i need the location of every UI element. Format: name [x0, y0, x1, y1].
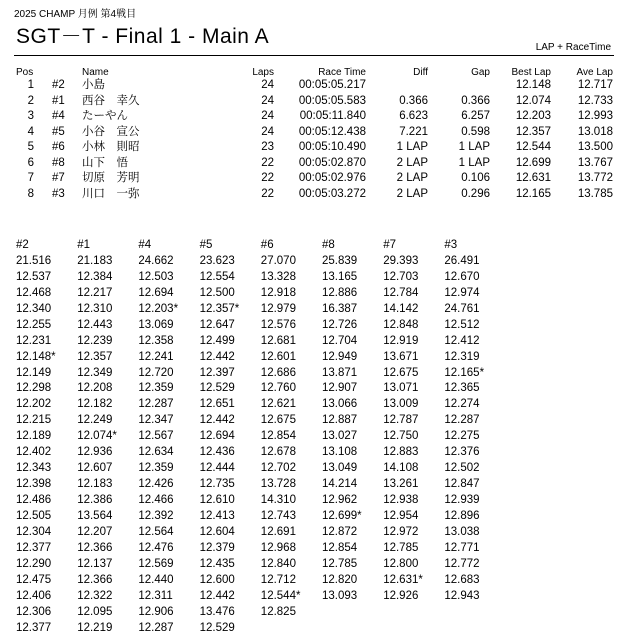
result-race-time: 00:05:05.583 [282, 95, 366, 108]
lap-time: 12.974 [444, 286, 502, 302]
lap-column [383, 238, 441, 605]
lap-time: 12.366 [77, 573, 135, 589]
result-best-lap: 12.203 [500, 110, 551, 123]
lap-time: 12.576 [261, 318, 319, 334]
lap-time: 13.108 [322, 445, 380, 461]
col-header-pos: Pos [16, 66, 33, 79]
lap-column-header: #2 [16, 238, 74, 254]
lap-time: 12.376 [444, 445, 502, 461]
lap-time: 12.691 [261, 525, 319, 541]
result-ave-lap: 12.717 [560, 79, 613, 92]
lap-time: 25.839 [322, 254, 380, 270]
lap-time: 12.442 [200, 589, 258, 605]
lap-time: 12.340 [16, 302, 74, 318]
lap-column [444, 238, 502, 605]
lap-time: 12.787 [383, 413, 441, 429]
lap-time: 12.366 [77, 541, 135, 557]
lap-time: 12.686 [261, 366, 319, 382]
lap-time: 12.886 [322, 286, 380, 302]
lap-time: 12.675 [383, 366, 441, 382]
result-pos: 1 [20, 79, 34, 92]
lap-column-header: #4 [138, 238, 196, 254]
lap-time: 13.093 [322, 589, 380, 605]
lap-time: 12.785 [322, 557, 380, 573]
lap-time: 12.287 [138, 621, 196, 636]
lap-time: 12.601 [261, 350, 319, 366]
table-row [0, 95, 628, 108]
lap-time: 12.440 [138, 573, 196, 589]
lap-time: 12.207 [77, 525, 135, 541]
lap-time: 12.304 [16, 525, 74, 541]
lap-time: 12.359 [138, 461, 196, 477]
col-header-name: Name [82, 66, 109, 79]
lap-time: 12.444 [200, 461, 258, 477]
result-car-number: #6 [52, 141, 65, 154]
lap-time: 12.726 [322, 318, 380, 334]
lap-time: 12.939 [444, 493, 502, 509]
result-race-time: 00:05:10.490 [282, 141, 366, 154]
lap-time: 12.443 [77, 318, 135, 334]
lap-time: 12.529 [200, 621, 258, 636]
lap-time: 12.750 [383, 429, 441, 445]
lap-time: 12.703 [383, 270, 441, 286]
lap-time: 12.476 [138, 541, 196, 557]
result-laps: 24 [232, 95, 274, 108]
lap-time: 12.384 [77, 270, 135, 286]
lap-time: 21.183 [77, 254, 135, 270]
lap-time: 12.979 [261, 302, 319, 318]
lap-time: 12.149 [16, 366, 74, 382]
result-gap: 0.366 [440, 95, 490, 108]
result-diff: 2 LAP [380, 157, 428, 170]
lap-time: 12.600 [200, 573, 258, 589]
lap-time: 12.681 [261, 334, 319, 350]
lap-time: 12.694 [200, 429, 258, 445]
lap-time: 21.516 [16, 254, 74, 270]
result-race-time: 00:05:03.272 [282, 188, 366, 201]
lap-time: 13.009 [383, 397, 441, 413]
result-diff: 1 LAP [380, 141, 428, 154]
result-gap: 0.106 [440, 172, 490, 185]
lap-time: 14.214 [322, 477, 380, 493]
result-gap: 0.598 [440, 126, 490, 139]
lap-time: 12.760 [261, 381, 319, 397]
lap-time: 12.475 [16, 573, 74, 589]
result-pos: 6 [20, 157, 34, 170]
result-race-time: 00:05:12.438 [282, 126, 366, 139]
lap-time: 14.142 [383, 302, 441, 318]
lap-time: 12.621 [261, 397, 319, 413]
lap-time: 12.840 [261, 557, 319, 573]
lap-time: 12.442 [200, 350, 258, 366]
result-race-time: 00:05:05.217 [282, 79, 366, 92]
lap-time: 12.357* [200, 302, 258, 318]
result-diff: 6.623 [380, 110, 428, 123]
result-car-number: #8 [52, 157, 65, 170]
result-gap: 1 LAP [440, 157, 490, 170]
lap-time: 27.070 [261, 254, 319, 270]
lap-time: 12.392 [138, 509, 196, 525]
lap-time: 13.476 [200, 605, 258, 621]
result-laps: 24 [232, 110, 274, 123]
lap-time: 12.825 [261, 605, 319, 621]
lap-column [200, 238, 258, 636]
lap-time: 12.943 [444, 589, 502, 605]
lap-time: 12.926 [383, 589, 441, 605]
result-car-number: #5 [52, 126, 65, 139]
lap-time: 12.883 [383, 445, 441, 461]
result-car-number: #1 [52, 95, 65, 108]
result-best-lap: 12.165 [500, 188, 551, 201]
lap-time: 12.377 [16, 621, 74, 636]
lap-time: 13.728 [261, 477, 319, 493]
lap-time: 12.386 [77, 493, 135, 509]
timing-mode-label: LAP + RaceTime [536, 42, 611, 54]
lap-time: 12.137 [77, 557, 135, 573]
result-diff: 0.366 [380, 95, 428, 108]
results-header-row [0, 66, 628, 79]
lap-time: 13.069 [138, 318, 196, 334]
lap-column-header: #5 [200, 238, 258, 254]
lap-time: 13.328 [261, 270, 319, 286]
col-header-ave-lap: Ave Lap [560, 66, 613, 79]
col-header-race-time: Race Time [290, 66, 366, 79]
result-gap: 6.257 [440, 110, 490, 123]
lap-time: 12.784 [383, 286, 441, 302]
lap-time: 12.694 [138, 286, 196, 302]
lap-time: 12.887 [322, 413, 380, 429]
lap-time: 12.968 [261, 541, 319, 557]
table-row [0, 141, 628, 154]
lap-time: 14.108 [383, 461, 441, 477]
lap-time: 12.847 [444, 477, 502, 493]
lap-time: 13.261 [383, 477, 441, 493]
lap-time: 12.631* [383, 573, 441, 589]
lap-time: 12.607 [77, 461, 135, 477]
event-subtitle: 2025 CHAMP 月例 第4戦目 [14, 9, 136, 21]
result-diff: 7.221 [380, 126, 428, 139]
lap-time: 13.027 [322, 429, 380, 445]
lap-time: 12.529 [200, 381, 258, 397]
result-driver-name: 山下 悟 [82, 157, 128, 170]
lap-time: 12.500 [200, 286, 258, 302]
lap-time: 12.896 [444, 509, 502, 525]
lap-time: 12.468 [16, 286, 74, 302]
result-ave-lap: 12.993 [560, 110, 613, 123]
lap-time: 13.038 [444, 525, 502, 541]
lap-time: 12.310 [77, 302, 135, 318]
lap-time: 12.397 [200, 366, 258, 382]
result-ave-lap: 13.772 [560, 172, 613, 185]
lap-time: 12.743 [261, 509, 319, 525]
lap-time: 13.564 [77, 509, 135, 525]
result-car-number: #7 [52, 172, 65, 185]
lap-time: 24.761 [444, 302, 502, 318]
lap-time: 12.287 [138, 397, 196, 413]
result-laps: 22 [232, 172, 274, 185]
lap-time: 13.071 [383, 381, 441, 397]
lap-time: 12.502 [444, 461, 502, 477]
result-ave-lap: 13.767 [560, 157, 613, 170]
lap-column [16, 238, 74, 636]
result-gap: 0.296 [440, 188, 490, 201]
lap-time: 12.231 [16, 334, 74, 350]
lap-time: 12.274 [444, 397, 502, 413]
lap-time: 12.634 [138, 445, 196, 461]
result-laps: 24 [232, 126, 274, 139]
lap-time: 12.275 [444, 429, 502, 445]
result-pos: 8 [20, 188, 34, 201]
lap-time: 12.426 [138, 477, 196, 493]
lap-time: 12.918 [261, 286, 319, 302]
lap-time: 12.413 [200, 509, 258, 525]
lap-time: 12.319 [444, 350, 502, 366]
lap-time: 13.066 [322, 397, 380, 413]
result-best-lap: 12.074 [500, 95, 551, 108]
lap-time: 12.771 [444, 541, 502, 557]
lap-time: 12.249 [77, 413, 135, 429]
lap-time: 12.436 [200, 445, 258, 461]
result-race-time: 00:05:02.870 [282, 157, 366, 170]
result-race-time: 00:05:11.840 [282, 110, 366, 123]
lap-time: 13.165 [322, 270, 380, 286]
result-driver-name: 小林 則昭 [82, 141, 140, 154]
page-title: SGT－T - Final 1 - Main A [16, 24, 269, 50]
lap-time: 12.290 [16, 557, 74, 573]
result-laps: 24 [232, 79, 274, 92]
result-ave-lap: 13.500 [560, 141, 613, 154]
result-driver-name: たーやん [82, 110, 128, 123]
lap-time: 12.512 [444, 318, 502, 334]
result-pos: 3 [20, 110, 34, 123]
lap-time: 12.347 [138, 413, 196, 429]
result-car-number: #2 [52, 79, 65, 92]
lap-time: 23.623 [200, 254, 258, 270]
lap-column [138, 238, 196, 636]
lap-time: 12.241 [138, 350, 196, 366]
lap-time: 12.735 [200, 477, 258, 493]
table-row [0, 110, 628, 123]
lap-time: 12.095 [77, 605, 135, 621]
lap-time: 12.651 [200, 397, 258, 413]
lap-column-header: #3 [444, 238, 502, 254]
result-laps: 23 [232, 141, 274, 154]
lap-time: 12.357 [77, 350, 135, 366]
lap-time: 12.298 [16, 381, 74, 397]
lap-time: 12.564 [138, 525, 196, 541]
lap-time: 12.938 [383, 493, 441, 509]
lap-time: 12.203* [138, 302, 196, 318]
lap-column-header: #1 [77, 238, 135, 254]
title-divider [14, 55, 614, 56]
result-laps: 22 [232, 188, 274, 201]
lap-time: 12.499 [200, 334, 258, 350]
lap-time: 12.402 [16, 445, 74, 461]
lap-time: 12.936 [77, 445, 135, 461]
lap-column [261, 238, 319, 621]
result-best-lap: 12.357 [500, 126, 551, 139]
lap-time: 13.871 [322, 366, 380, 382]
lap-time: 12.287 [444, 413, 502, 429]
lap-time: 12.358 [138, 334, 196, 350]
lap-time: 12.906 [138, 605, 196, 621]
result-laps: 22 [232, 157, 274, 170]
lap-time: 12.148* [16, 350, 74, 366]
lap-time: 12.554 [200, 270, 258, 286]
lap-time: 12.647 [200, 318, 258, 334]
lap-time: 12.704 [322, 334, 380, 350]
table-row [0, 126, 628, 139]
result-driver-name: 切原 芳明 [82, 172, 140, 185]
lap-time: 12.567 [138, 429, 196, 445]
result-best-lap: 12.631 [500, 172, 551, 185]
lap-time: 12.919 [383, 334, 441, 350]
lap-time: 12.239 [77, 334, 135, 350]
lap-time: 24.662 [138, 254, 196, 270]
lap-time: 12.675 [261, 413, 319, 429]
result-pos: 4 [20, 126, 34, 139]
result-pos: 5 [20, 141, 34, 154]
result-race-time: 00:05:02.976 [282, 172, 366, 185]
col-header-best-lap: Best Lap [500, 66, 551, 79]
result-driver-name: 西谷 幸久 [82, 95, 140, 108]
lap-time: 12.505 [16, 509, 74, 525]
lap-time: 12.569 [138, 557, 196, 573]
lap-time: 12.972 [383, 525, 441, 541]
lap-column-header: #6 [261, 238, 319, 254]
lap-time: 12.377 [16, 541, 74, 557]
result-ave-lap: 13.018 [560, 126, 613, 139]
result-diff: 2 LAP [380, 188, 428, 201]
lap-time: 12.486 [16, 493, 74, 509]
lap-time: 12.848 [383, 318, 441, 334]
lap-time: 12.820 [322, 573, 380, 589]
lap-time: 12.074* [77, 429, 135, 445]
lap-column [77, 238, 135, 636]
lap-time: 12.949 [322, 350, 380, 366]
lap-time: 13.049 [322, 461, 380, 477]
lap-time: 12.398 [16, 477, 74, 493]
result-ave-lap: 12.733 [560, 95, 613, 108]
result-pos: 7 [20, 172, 34, 185]
lap-time: 13.671 [383, 350, 441, 366]
lap-time: 12.349 [77, 366, 135, 382]
col-header-laps: Laps [232, 66, 274, 79]
lap-time: 12.854 [261, 429, 319, 445]
result-driver-name: 川口 一弥 [82, 188, 140, 201]
lap-time: 12.800 [383, 557, 441, 573]
lap-time: 12.678 [261, 445, 319, 461]
lap-time: 12.306 [16, 605, 74, 621]
lap-time: 14.310 [261, 493, 319, 509]
lap-time: 12.343 [16, 461, 74, 477]
lap-time: 12.215 [16, 413, 74, 429]
result-diff: 2 LAP [380, 172, 428, 185]
lap-time: 12.670 [444, 270, 502, 286]
lap-time: 26.491 [444, 254, 502, 270]
lap-time: 12.217 [77, 286, 135, 302]
result-gap: 1 LAP [440, 141, 490, 154]
result-best-lap: 12.148 [500, 79, 551, 92]
lap-time: 12.537 [16, 270, 74, 286]
lap-time: 12.503 [138, 270, 196, 286]
lap-time: 12.219 [77, 621, 135, 636]
lap-time: 29.393 [383, 254, 441, 270]
result-car-number: #4 [52, 110, 65, 123]
lap-time: 12.208 [77, 381, 135, 397]
lap-time: 12.202 [16, 397, 74, 413]
lap-time: 12.311 [138, 589, 196, 605]
lap-time: 12.189 [16, 429, 74, 445]
result-driver-name: 小島 [82, 79, 105, 92]
result-car-number: #3 [52, 188, 65, 201]
lap-time: 12.365 [444, 381, 502, 397]
lap-time: 12.702 [261, 461, 319, 477]
lap-time: 12.854 [322, 541, 380, 557]
lap-time: 12.720 [138, 366, 196, 382]
lap-time: 12.406 [16, 589, 74, 605]
lap-time: 12.544* [261, 589, 319, 605]
lap-time: 16.387 [322, 302, 380, 318]
lap-column-header: #8 [322, 238, 380, 254]
result-ave-lap: 13.785 [560, 188, 613, 201]
result-driver-name: 小谷 宣公 [82, 126, 140, 139]
lap-time: 12.907 [322, 381, 380, 397]
lap-time: 12.962 [322, 493, 380, 509]
lap-time: 12.165* [444, 366, 502, 382]
result-pos: 2 [20, 95, 34, 108]
lap-time: 12.183 [77, 477, 135, 493]
lap-time: 12.255 [16, 318, 74, 334]
result-best-lap: 12.544 [500, 141, 551, 154]
lap-time: 12.379 [200, 541, 258, 557]
table-row [0, 79, 628, 92]
lap-time: 12.322 [77, 589, 135, 605]
lap-time: 12.466 [138, 493, 196, 509]
lap-time: 12.359 [138, 381, 196, 397]
lap-time: 12.442 [200, 413, 258, 429]
lap-column [322, 238, 380, 605]
lap-time: 12.872 [322, 525, 380, 541]
col-header-gap: Gap [440, 66, 490, 79]
lap-time: 12.699* [322, 509, 380, 525]
lap-time: 12.954 [383, 509, 441, 525]
lap-time: 12.604 [200, 525, 258, 541]
lap-time: 12.772 [444, 557, 502, 573]
lap-time: 12.610 [200, 493, 258, 509]
table-row [0, 172, 628, 185]
lap-time: 12.412 [444, 334, 502, 350]
lap-time: 12.435 [200, 557, 258, 573]
result-best-lap: 12.699 [500, 157, 551, 170]
lap-time: 12.182 [77, 397, 135, 413]
lap-column-header: #7 [383, 238, 441, 254]
lap-time: 12.785 [383, 541, 441, 557]
col-header-diff: Diff [380, 66, 428, 79]
table-row [0, 188, 628, 201]
lap-time: 12.683 [444, 573, 502, 589]
lap-time: 12.712 [261, 573, 319, 589]
table-row [0, 157, 628, 170]
